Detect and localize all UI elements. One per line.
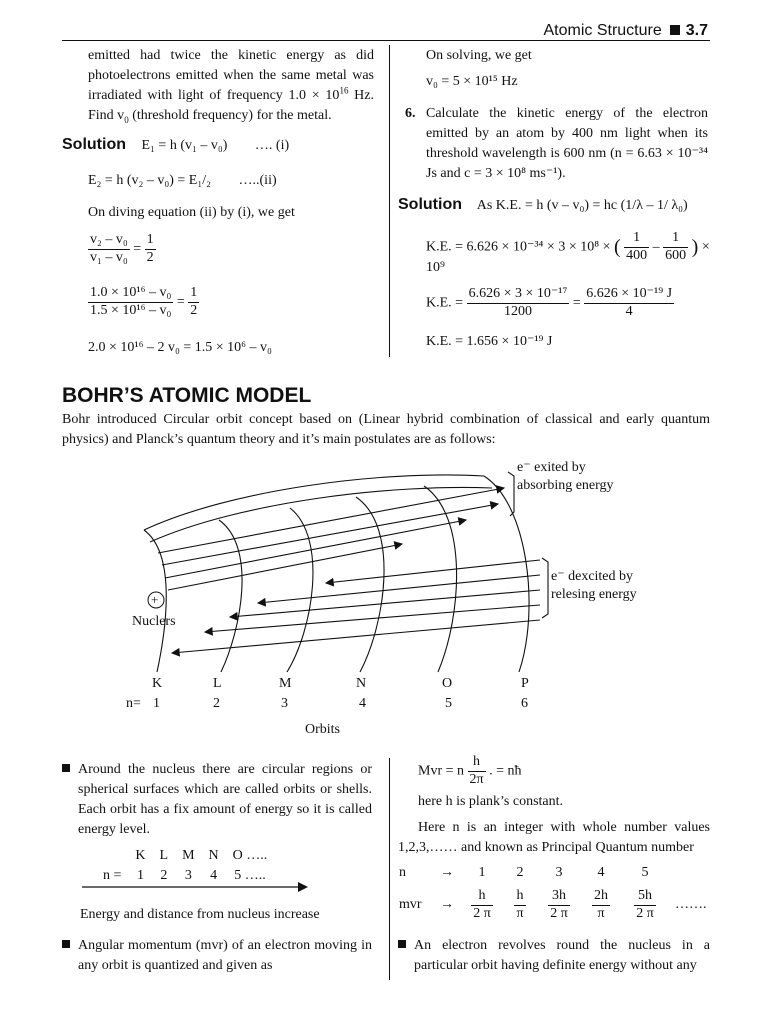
energy-arrow [80,880,310,894]
equation-2-tag: …..(ii) [238,173,277,188]
problem-statement: emitted had twice the kinetic energy as did photoelectrons emitted when the same metal was irradiated with light of frequency $1.0 \times 10^{16}$ Hz. Find $v_0$ (threshold frequency) for the metal. [88,48,375,125]
substituted-equation: $\frac{\text{1.0 × 10¹⁶ – v₀}}{\text{1.5 × 10¹⁶ – v₀}}$ = $\frac{1}{2}$ [90,285,198,318]
solving-text: On solving, we get [426,48,532,63]
bullet-square-icon [62,940,70,948]
shell-number-4: 4 [359,696,366,711]
excite-arrow-4 [168,544,402,590]
shell-number-6: 6 [521,696,528,711]
shell-table: K L M N O ….. n = 1 2 3 4 5 ….. [103,848,268,883]
n-prefix: n= [126,696,141,711]
header-rule [62,40,710,41]
orbit-arc-l [219,520,242,672]
dexcite-arrow-5 [172,620,540,653]
quantum-number-text: Here n is an integer with whole number values 1,2,3,…… and known as Principal Quantum number [398,820,710,855]
dividing-text: On diving equation (ii) by (i), we get [88,205,295,220]
bohr-orbits-diagram [0,450,768,755]
ke-step-1-cont: 10⁹ [426,260,445,275]
shell-n: N [356,676,367,691]
bullet-angular-momentum: Angular momentum (mvr) of an electron moving in any orbit is quantized and given as [62,936,372,976]
chapter-title: Atomic Structure [543,22,662,39]
nucleus-plus-icon: + [151,592,159,607]
planck-note: here h is plank’s constant. [418,794,564,809]
shell-number-3: 3 [281,696,288,711]
dexcite-arrow-3 [230,590,540,617]
shell-k: K [152,676,163,691]
orbit-arc-m [287,508,313,672]
section-heading: BOHR’S ATOMIC MODEL [62,384,312,407]
dexcite-arrow-4 [205,605,540,632]
orbit-top-1 [144,475,484,530]
bullet-electron-revolves: An electron revolves round the nucleus in a particular orbit having definite energy without any [398,936,710,976]
ratio-equation: $\frac{\text{v₂ – v₀}}{\text{v₁ – v₀}}$ = $\frac{1}{2}$ [90,232,154,265]
dexcite-arrow-2 [258,575,540,603]
equation-2-line [88,171,277,191]
diagram-caption: Orbits [305,722,340,737]
bracket-dexcited [542,558,548,618]
excite-arrow-2 [162,504,498,565]
ke-result: K.E. = 1.656 × 10⁻¹⁹ J [426,334,553,349]
final-equation: 2.0 × 10¹⁶ – 2 v₀ = 1.5 × 10⁶ – v₀ [88,340,272,355]
mvr-table: n → 1 2 3 4 5 mvr → $\frac{h}{2 \pi}$ $\frac{h}{\pi}$ $\frac{3h}{2 \pi}$ $\frac{2h}{\pi}$ $\frac{5h}{2 \pi}$ ……. [399,865,707,921]
equation-1-tag: …. (i) [254,138,290,153]
dexcited-label: e⁻ dexcited by relesing energy [551,569,637,603]
solution-label: Solution [62,136,126,153]
square-icon [670,25,680,35]
orbit-arc-n [356,497,384,672]
shell-p: P [521,676,529,691]
dexcite-arrow-1 [326,560,540,583]
bohr-intro: Bohr introduced Circular orbit concept based on (Linear hybrid combination of classical and early quantum physics) and Planck’s quantum theory and it’s main postulates are as follows: [62,412,710,447]
solution-line-2 [398,194,718,217]
shell-m: M [279,676,292,691]
solution-line-1 [62,134,382,157]
question-number: 6. [405,106,416,121]
bullet-square-icon [62,764,70,772]
shell-number-2: 2 [213,696,220,711]
excited-label: e⁻ exited by absorbing energy [517,460,614,494]
ke-formula: As K.E. = h (v – v₀) = hc (1/λ – 1/ λ₀) [476,198,688,213]
ke-step-1: K.E. = 6.626 × 10⁻³⁴ × 3 × 10⁸ × ( $\frac{1}{400}$ – $\frac{1}{600}$ ) × [426,230,710,263]
mvr-equation: Mvr = n $\frac{h}{2\pi}$ . = nħ [418,754,522,787]
page-number: 3.7 [685,22,708,39]
equation-1: E₁ = h (v₁ – v₀) [141,138,228,153]
shell-number-1: 1 [153,696,160,711]
orbit-arc-o [424,486,457,672]
column-divider [389,45,390,357]
shell-number-5: 5 [445,696,452,711]
bullet-orbits: Around the nucleus there are circular regions or spherical surfaces which are called orbits or shells. Each orbit has a fix amount of energy so it is called energy level. [62,760,372,840]
nucleus-label: Nuclers [132,614,176,629]
result-equation: v₀ = 5 × 10¹⁵ Hz [426,74,518,89]
solution-label-2: Solution [398,196,462,213]
column-divider-bottom [389,758,390,980]
shell-l: L [213,676,222,691]
question-text: Calculate the kinetic energy of the electron emitted by an atom by 400 nm light when its threshold wavelength is 600 nm (n = 6.63 × 10⁻³⁴ Js and c = 3 × 10⁸ ms⁻¹). [426,106,708,181]
excite-arrow-3 [165,520,466,578]
equation-2: E₂ = h (v₂ – v₀) = E₁/₂ [88,173,212,188]
shell-o: O [442,676,453,691]
bullet-square-icon [398,940,406,948]
ke-step-2: K.E. = $\frac{\text{6.626 × 3 × 10⁻¹⁷}}{1200}$ = $\frac{\text{6.626 × 10⁻¹⁹ J}}{4}$ [426,286,673,319]
energy-caption: Energy and distance from nucleus increase [80,907,320,922]
